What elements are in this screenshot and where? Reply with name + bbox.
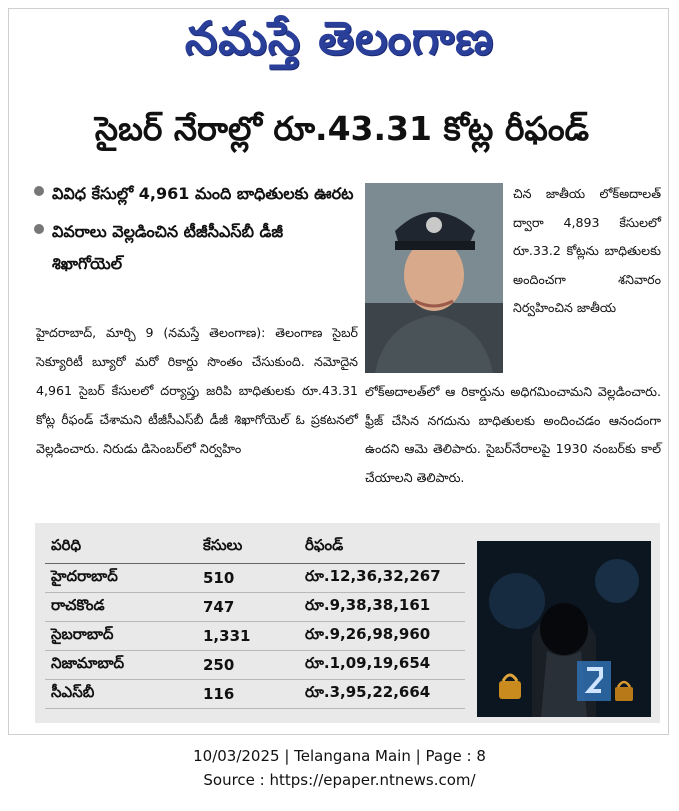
column-header-refund: రీఫండ్ — [299, 533, 465, 564]
table-row — [45, 622, 465, 651]
footer-source: Source : https://epaper.ntnews.com/ — [203, 771, 476, 789]
table-row — [45, 651, 465, 680]
bullet-text: వివిధ కేసుల్లో 4,961 మంది బాధితులకు ఊరట — [52, 184, 354, 203]
article-headline: సైబర్ నేరాల్లో రూ.43.31 కోట్ల రీఫండ్ — [94, 109, 590, 148]
hacker-illustration — [477, 541, 651, 717]
region-cell: సైబరాబాద్ — [45, 622, 197, 651]
bullet-dot-icon — [34, 186, 44, 196]
refund-cell: రూ.9,38,38,161 — [299, 593, 465, 622]
refund-cell: రూ.12,36,32,267 — [299, 564, 465, 593]
bullet-dot-icon — [34, 224, 44, 234]
bullet-item — [34, 178, 354, 210]
article-body-right-bottom: లోక్అదాలత్‌లో ఆ రికార్డును అధిగమించామని వెల్లడించారు. ఫ్రీజ్ చేసిన నగదును బాధితులకు అందించడం ఆనందంగా ఉందని ఆమె తెలిపారు. సైబర్‌నేరాలపై 1930 నంబర్‌కు కాల్ చేయాలని తెలిపారు. — [365, 384, 661, 485]
bullet-text: వివరాలు వెల్లడించిన టీజీసీఎస్‌బీ డీజీ శిఖాగోయెల్ — [52, 222, 284, 273]
refund-table-box — [35, 523, 660, 723]
refund-cell: రూ.1,09,19,654 — [299, 651, 465, 680]
cases-cell: 747 — [197, 593, 299, 622]
column-header-cases: కేసులు — [197, 533, 299, 564]
region-cell: సీఎస్‌బీ — [45, 680, 197, 709]
officer-portrait-photo — [365, 183, 503, 373]
refund-cell: రూ.3,95,22,664 — [299, 680, 465, 709]
refund-table — [45, 533, 465, 709]
cases-cell: 510 — [197, 564, 299, 593]
region-cell: హైదరాబాద్ — [45, 564, 197, 593]
highlight-bullets — [34, 178, 354, 286]
region-cell: రాచకొండ — [45, 593, 197, 622]
cases-cell: 116 — [197, 680, 299, 709]
table-header-row — [45, 533, 465, 564]
refund-cell: రూ.9,26,98,960 — [299, 622, 465, 651]
cases-cell: 1,331 — [197, 622, 299, 651]
bullet-item — [34, 216, 354, 280]
table-row — [45, 593, 465, 622]
cases-cell: 250 — [197, 651, 299, 680]
table-row — [45, 680, 465, 709]
newspaper-masthead: నమస్తే తెలంగాణ — [184, 11, 495, 65]
article-body-left: హైదరాబాద్, మార్చి 9 (నమస్తే తెలంగాణ): తెలంగాణ సైబర్ సెక్యూరిటీ బ్యూరో మరో రికార్డు సొంతం చేసుకుంది. నమోదైన 4,961 సైబర్ కేసులలో దర్యాప్తు జరిపి బాధితులకు రూ.43.31 కోట్ల రీఫండ్ చేశామని టీజీసీఎస్‌బీ డీజీ శిఖాగోయెల్ ఓ ప్రకటనలో వెల్లడించారు. నిరుడు డిసెంబర్‌లో నిర్వహిం — [36, 325, 358, 456]
table-row — [45, 564, 465, 593]
page-footer — [0, 744, 679, 792]
article-body-right-top: చిన జాతీయ లోక్అదాలత్ ద్వారా 4,893 కేసులలో రూ.33.2 కోట్లను బాధితులకు అందించగా శనివారం నిర్వహించిన జాతీయ — [513, 186, 661, 315]
footer-date-page: 10/03/2025 | Telangana Main | Page : 8 — [193, 747, 486, 765]
region-cell: నిజామాబాద్ — [45, 651, 197, 680]
column-header-region: పరిధి — [45, 533, 197, 564]
